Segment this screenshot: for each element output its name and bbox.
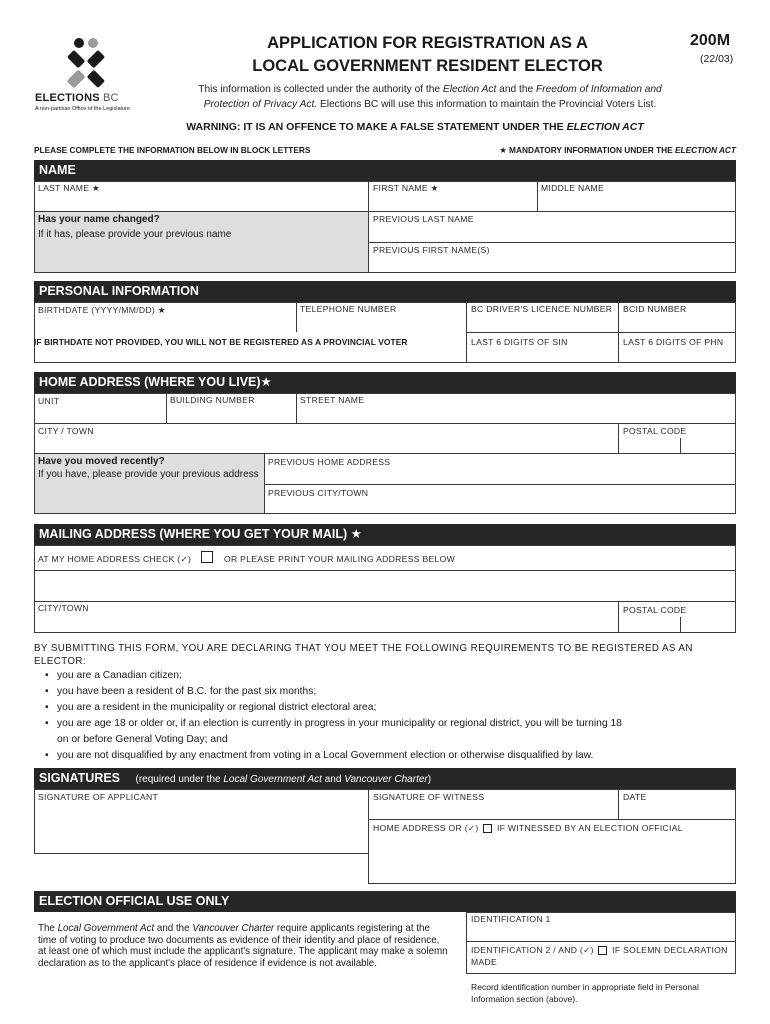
mailing-city-field[interactable] — [35, 615, 617, 632]
last-name-field[interactable] — [35, 196, 367, 210]
witness-home-address-label — [373, 823, 683, 834]
divider — [368, 242, 736, 243]
mailing-postal-code-field[interactable] — [619, 617, 735, 632]
witness-home-address-field[interactable] — [369, 835, 735, 883]
warning-text — [150, 121, 680, 133]
form-date: (22/03) — [700, 53, 734, 65]
official-explanation — [38, 923, 448, 969]
mailing-address-heading: MAILING ADDRESS (WHERE YOU GET YOUR MAIL) ★ — [34, 524, 736, 545]
signatures-title: SIGNATURES — [39, 771, 121, 785]
form-title — [150, 32, 705, 78]
witness-home-or: HOME ADDRESS OR (✓) — [373, 823, 479, 833]
at-home-address-label: AT MY HOME ADDRESS CHECK (✓) — [38, 554, 192, 564]
telephone-label: TELEPHONE NUMBER — [300, 304, 397, 314]
signature-applicant-field[interactable] — [35, 805, 367, 853]
identification-1-field[interactable] — [467, 926, 735, 940]
signatures-heading — [34, 768, 736, 790]
previous-last-name-field[interactable] — [369, 226, 735, 241]
official-explanation-line — [38, 923, 448, 935]
mailing-postal-code-label: POSTAL CODE — [623, 605, 687, 615]
election-act-ref: Election Act — [442, 84, 497, 95]
bcid-label: BCID NUMBER — [623, 304, 687, 314]
signatures-note-part: (required under the — [135, 774, 224, 785]
requirement-item: • you are a Canadian citizen; — [57, 670, 182, 681]
previous-home-address-field[interactable] — [265, 469, 735, 483]
mailing-city-label: CITY/TOWN — [38, 603, 89, 613]
home-address-heading: HOME ADDRESS (WHERE YOU LIVE)★ — [34, 372, 736, 393]
birthdate-warning: IF BIRTHDATE NOT PROVIDED, YOU WILL NOT BE REGISTERED AS A PROVINCIAL VOTER — [34, 337, 408, 347]
declaration-intro-line: ELECTOR: — [34, 656, 87, 667]
requirement-item: • you are a resident in the municipality or regional district electoral area; — [57, 702, 376, 713]
official-text-part: The — [38, 923, 58, 934]
intro-text-part: This information is collected under the authority of the — [198, 84, 443, 95]
previous-city-label: PREVIOUS CITY/TOWN — [268, 488, 369, 498]
moved-question: Have you moved recently? — [38, 456, 165, 467]
intro-text-part: . Elections BC will use this information to maintain the Provincial Voters List. — [314, 98, 657, 110]
previous-home-address-label: PREVIOUS HOME ADDRESS — [268, 457, 391, 467]
print-mailing-label: OR PLEASE PRINT YOUR MAILING ADDRESS BELOW — [224, 554, 456, 564]
building-number-field[interactable] — [167, 408, 295, 422]
date-label: DATE — [623, 792, 647, 802]
phn-label: LAST 6 DIGITS OF PHN — [623, 337, 724, 347]
street-name-field[interactable] — [297, 408, 735, 422]
divider — [34, 211, 736, 212]
signature-witness-field[interactable] — [369, 804, 617, 818]
signature-witness-label: SIGNATURE OF WITNESS — [373, 792, 485, 802]
official-explanation-line: declaration as to the applicant's place of residence if evidence is not available. — [38, 957, 377, 969]
drivers-licence-label: BC DRIVER'S LICENCE NUMBER — [471, 304, 613, 314]
record-instruction-line: Information section (above). — [471, 994, 578, 1004]
elections-bc-logo — [33, 36, 143, 112]
identification-2-prefix: IDENTIFICATION 2 / AND (✓) — [471, 945, 594, 955]
city-label: CITY / TOWN — [38, 426, 94, 436]
requirement-item-continued: on or before General Voting Day; and — [57, 734, 228, 745]
solemn-declaration-checkbox[interactable] — [598, 946, 607, 955]
witness-official-note: IF WITNESSED BY AN ELECTION OFFICIAL — [496, 823, 683, 833]
name-changed-help: If it has, please provide your previous name — [38, 229, 232, 240]
instruction-mandatory — [499, 145, 736, 155]
requirement-item: • you are age 18 or older or, if an election is currently in progress in your municipality or regional district, you will be turning 18 — [57, 718, 622, 729]
election-official-checkbox[interactable] — [483, 824, 492, 833]
drivers-licence-field[interactable] — [467, 317, 617, 331]
signature-applicant-label: SIGNATURE OF APPLICANT — [38, 792, 159, 802]
same-as-home-checkbox[interactable] — [201, 551, 213, 563]
previous-first-name-field[interactable] — [369, 257, 735, 272]
identification-1-label: IDENTIFICATION 1 — [471, 914, 551, 924]
birthdate-field[interactable] — [35, 317, 295, 331]
instruction-block-letters: PLEASE COMPLETE THE INFORMATION BELOW IN BLOCK LETTERS — [34, 145, 311, 155]
warning-act: ELECTION ACT — [566, 121, 644, 133]
birthdate-label: BIRTHDATE (YYYY/MM/DD) ★ — [38, 305, 166, 315]
declaration-intro — [34, 642, 693, 668]
official-text-part: require applicants registering at the — [274, 923, 430, 934]
bcid-field[interactable] — [619, 317, 735, 331]
previous-last-name-label: PREVIOUS LAST NAME — [373, 214, 474, 224]
sin-field[interactable] — [467, 348, 617, 362]
form-title-line1: APPLICATION FOR REGISTRATION AS A — [267, 34, 588, 52]
personal-info-heading: PERSONAL INFORMATION — [34, 281, 736, 302]
privacy-act-ref: Protection of Privacy Act — [203, 98, 315, 110]
identification-2-field[interactable] — [520, 955, 735, 973]
mandatory-prefix: ★ MANDATORY INFORMATION UNDER THE — [499, 145, 675, 155]
unit-label: UNIT — [38, 396, 60, 406]
official-explanation-line: at least one of which must include the applicant's signature. The applicant may make a solemn — [38, 946, 448, 957]
official-text-part: and the — [154, 923, 193, 934]
street-name-label: STREET NAME — [300, 395, 365, 405]
telephone-field[interactable] — [297, 317, 465, 331]
middle-name-field[interactable] — [538, 196, 735, 210]
identification-2-made: MADE — [471, 957, 498, 967]
local-government-act-ref: Local Government Act — [223, 774, 322, 785]
vancouver-charter-ref: Vancouver Charter — [192, 923, 275, 934]
mailing-street-field[interactable] — [35, 572, 735, 600]
sin-label: LAST 6 DIGITS OF SIN — [471, 337, 568, 347]
divider — [34, 453, 736, 454]
declaration-intro-line: BY SUBMITTING THIS FORM, YOU ARE DECLARING THAT YOU MEET THE FOLLOWING REQUIREMENTS TO BE REGISTERED AS AN — [34, 643, 693, 654]
name-changed-question: Has your name changed? — [38, 214, 160, 225]
logo-tagline: A non-partisan Office of the Legislature — [35, 106, 130, 112]
warning-prefix: WARNING: IT IS AN OFFENCE TO MAKE A FALSE STATEMENT UNDER THE — [186, 121, 567, 133]
city-field[interactable] — [35, 438, 617, 452]
local-government-act-ref: Local Government Act — [57, 923, 155, 934]
previous-city-field[interactable] — [265, 500, 735, 513]
moved-help: If you have, please provide your previous address — [38, 469, 259, 480]
date-field[interactable] — [619, 804, 735, 818]
divider — [34, 601, 736, 602]
unit-field[interactable] — [35, 408, 165, 422]
name-heading: NAME — [34, 160, 736, 181]
mandatory-act: ELECTION ACT — [675, 145, 736, 155]
divider — [34, 423, 736, 424]
divider — [466, 941, 736, 942]
elections-bc-logo-mark — [33, 36, 143, 94]
requirement-item: • you have been a resident of B.C. for the past six months; — [57, 686, 316, 697]
signatures-note — [136, 774, 432, 785]
form-number: 200M — [690, 32, 731, 49]
identification-2-suffix: IF SOLEMN DECLARATION — [612, 945, 728, 955]
signatures-note-part: and — [321, 774, 345, 785]
official-explanation-line: time of voting to produce two documents as evidence of their identity and place of residence, — [38, 934, 440, 946]
intro-text — [150, 83, 710, 112]
last-name-label: LAST NAME ★ — [38, 183, 100, 193]
middle-name-label: MIDDLE NAME — [541, 183, 604, 193]
record-instruction — [471, 981, 699, 1005]
foi-act-ref: Freedom of Information and — [536, 84, 662, 95]
form-title-line2: LOCAL GOVERNMENT RESIDENT ELECTOR — [252, 57, 603, 75]
first-name-field[interactable] — [369, 196, 536, 210]
previous-first-name-label: PREVIOUS FIRST NAME(S) — [373, 245, 490, 255]
record-instruction-line: Record identification number in appropriate field in Personal — [471, 982, 699, 992]
first-name-label: FIRST NAME ★ — [373, 183, 439, 193]
building-number-label: BUILDING NUMBER — [170, 395, 255, 405]
official-use-heading: ELECTION OFFICIAL USE ONLY — [34, 891, 736, 912]
postal-code-field[interactable] — [619, 438, 735, 452]
vancouver-charter-ref: Vancouver Charter — [344, 774, 428, 785]
phn-field[interactable] — [619, 348, 735, 362]
signatures-note-part: ) — [427, 774, 432, 785]
logo-name-suffix: BC — [103, 92, 119, 104]
divider — [466, 332, 736, 333]
intro-text-part: and the — [496, 84, 536, 95]
logo-name: ELECTIONS — [35, 92, 100, 104]
requirement-item: • you are not disqualified by any enactment from voting in a Local Government election or otherwise disqualified by law. — [57, 750, 593, 761]
divider — [264, 484, 736, 485]
divider — [368, 819, 736, 820]
divider — [34, 570, 736, 571]
postal-code-label: POSTAL CODE — [623, 426, 687, 436]
